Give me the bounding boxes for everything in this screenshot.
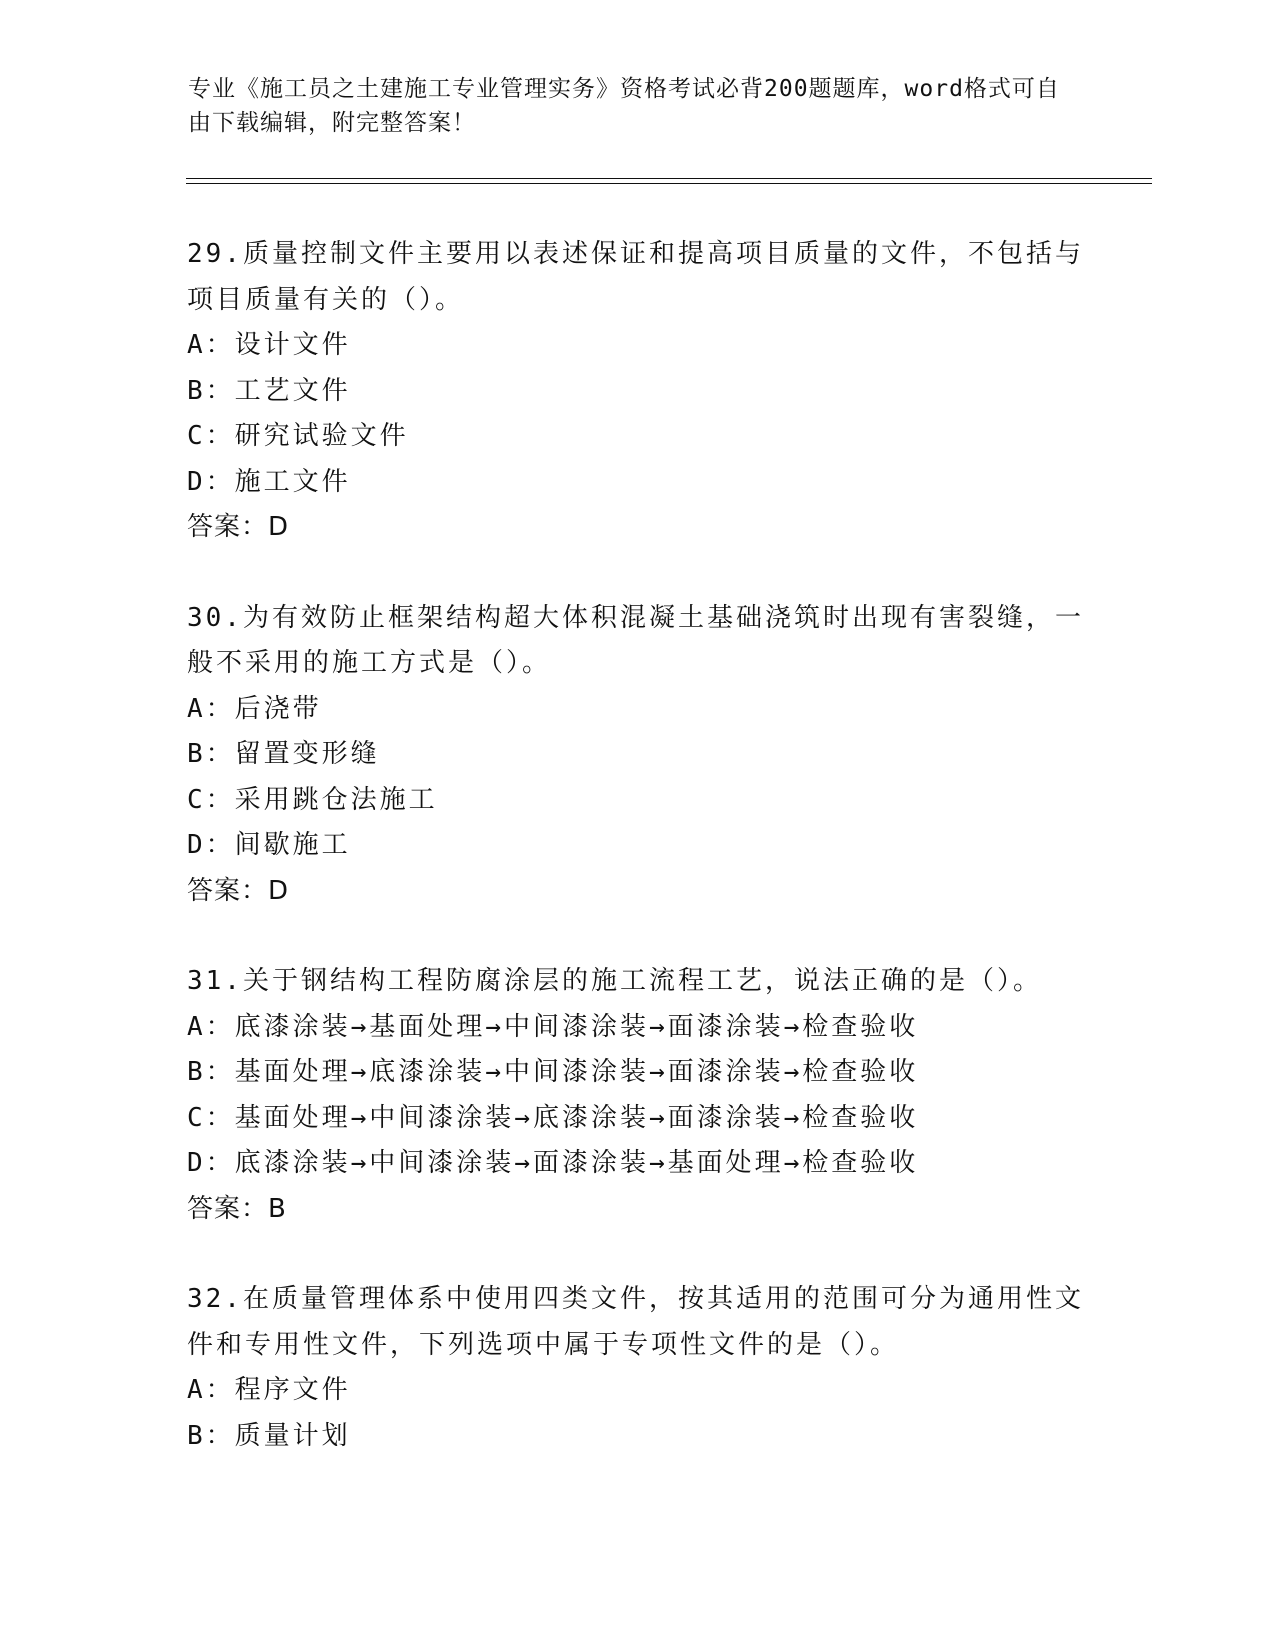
option-c: C：基面处理→中间漆涂装→底漆涂装→面漆涂装→检查验收 — [187, 1102, 919, 1133]
question-text: 30.为有效防止框架结构超大体积混凝土基础浇筑时出现有害裂缝，一般不采用的施工方式是（）。 — [187, 602, 1084, 678]
question-text: 31.关于钢结构工程防腐涂层的施工流程工艺，说法正确的是（）。 — [187, 966, 1042, 996]
option-a: A：底漆涂装→基面处理→中间漆涂装→面漆涂装→检查验收 — [187, 1011, 919, 1042]
question-list — [187, 232, 1087, 1504]
header-divider — [186, 178, 1152, 184]
answer-label: 答案：D — [187, 875, 290, 906]
document-header — [188, 72, 1068, 140]
option-a: A：程序文件 — [187, 1375, 351, 1405]
option-b: B：基面处理→底漆涂装→中间漆涂装→面漆涂装→检查验收 — [187, 1057, 919, 1087]
question-32 — [187, 1277, 1087, 1459]
option-b: B：留置变形缝 — [187, 739, 380, 769]
option-d: D：间歇施工 — [187, 830, 351, 860]
document-title: 专业《施工员之土建施工专业管理实务》资格考试必背200题题库，word格式可自由下载编辑，附完整答案！ — [188, 76, 1060, 136]
option-b: B：质量计划 — [187, 1420, 351, 1451]
option-d: D：底漆涂装→中间漆涂装→面漆涂装→基面处理→检查验收 — [187, 1148, 919, 1178]
question-text: 29.质量控制文件主要用以表述保证和提高项目质量的文件，不包括与项目质量有关的（）。 — [187, 239, 1084, 315]
question-31 — [187, 959, 1087, 1232]
option-c: C：采用跳仓法施工 — [187, 784, 438, 815]
option-a: A：设计文件 — [187, 330, 351, 360]
question-text: 32.在质量管理体系中使用四类文件，按其适用的范围可分为通用性文件和专用性文件，下列选项中属于专项性文件的是（）。 — [187, 1284, 1084, 1360]
answer-label: 答案：D — [187, 512, 290, 542]
option-d: D：施工文件 — [187, 466, 351, 497]
question-30 — [187, 596, 1087, 915]
option-b: B：工艺文件 — [187, 375, 351, 406]
question-29 — [187, 232, 1087, 551]
answer-label: 答案：B — [187, 1193, 287, 1224]
option-a: A：后浇带 — [187, 693, 322, 724]
option-c: C：研究试验文件 — [187, 421, 409, 451]
